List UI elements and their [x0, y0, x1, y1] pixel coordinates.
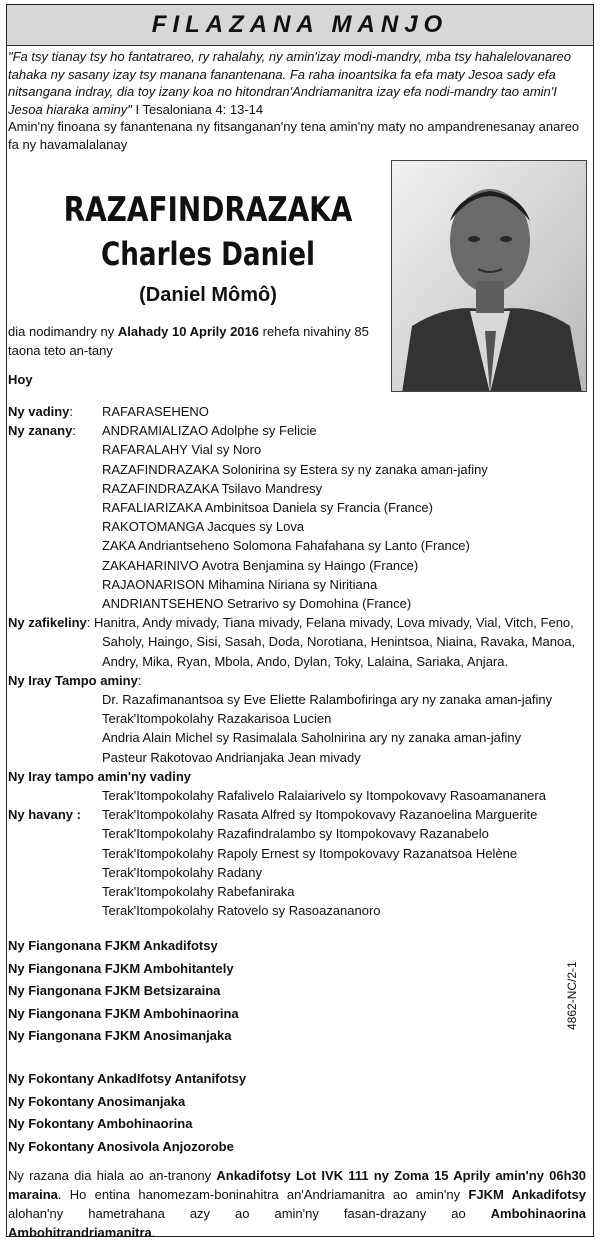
church-item: Ny Fiangonana FJKM Ambohitantely	[8, 960, 234, 976]
sibling-item: Dr. Razafimanantsoa sy Eve Eliette Ralambofiringa ary ny zanaka aman-jafiny	[102, 692, 553, 708]
child-item: RAZAFINDRAZAKA Tsilavo Mandresy	[102, 480, 323, 496]
children-label: Ny zanany	[8, 423, 73, 439]
death-prefix: dia nodimandry ny	[8, 324, 118, 339]
notice-banner: FILAZANA MANJO	[7, 5, 593, 46]
grandchildren-label: Ny zafikeliny	[8, 615, 87, 631]
child-item: RAJAONARISON Mihamina Niriana sy Niritiana	[102, 576, 378, 592]
portrait-photo	[391, 160, 587, 392]
footer-text: .	[151, 1225, 156, 1240]
relative-item: Terak'Itompokolahy Razafindralambo sy Itompokovavy Razanabelo	[102, 826, 489, 842]
child-item: RAFALIARIZAKA Ambinitsoa Daniela sy Francia (France)	[102, 500, 433, 516]
child-item: ZAKA Andriantseheno Solomona Fahafahana sy Lanto (France)	[102, 538, 470, 554]
church-item: Ny Fiangonana FJKM Betsizaraina	[8, 983, 221, 998]
spouse-label: Ny vadiny	[8, 404, 70, 419]
side-code: 4862-NC/2-1	[565, 961, 579, 1030]
child-item: ZAKAHARINIVO Avotra Benjamina sy Haingo (France)	[102, 557, 419, 573]
deceased-given-name: Charles Daniel	[100, 235, 316, 273]
footer-text: . Ho entina hanomezam-boninahitra an'Andriamanitra ao amin'ny	[57, 1187, 469, 1202]
spouse-sibling-item: Terak'Itompokolahy Rafalivelo Ralaiarivelo sy Itompokovavy Rasoamananera	[102, 788, 546, 804]
funeral-details	[8, 1166, 586, 1242]
sibling-item: Pasteur Rakotovao Andrianjaka Jean mivady	[102, 749, 361, 765]
name-block	[8, 188, 408, 308]
child-item: RAKOTOMANGA Jacques sy Lova	[102, 519, 305, 535]
relative-item: Terak'Itompokolahy Radany	[102, 864, 263, 880]
fokontany-item: Ny Fokontany Anosimanjaka	[8, 1093, 186, 1109]
relative-item: Terak'Itompokolahy Rasata Alfred sy Itompokovavy Razanoelina Marguerite	[102, 807, 538, 823]
deceased-surname: RAZAFINDRAZAKA	[63, 190, 353, 230]
fokontany-list	[8, 1068, 246, 1158]
church-list	[8, 935, 239, 1048]
relative-item: Terak'Itompokolahy Rabefaniraka	[102, 884, 295, 900]
footer-church: FJKM Ankadifotsy	[468, 1187, 586, 1202]
footer-text: Ny razana dia hiala ao an-tranony	[8, 1168, 217, 1183]
portrait-image	[392, 161, 587, 392]
fokontany-item: Ny Fokontany AnkadIfotsy Antanifotsy	[8, 1071, 247, 1086]
spouse-row: Ny vadiny: RAFARASEHENO	[8, 402, 588, 421]
spouse-name: RAFARASEHENO	[102, 404, 209, 419]
sibling-item: Andria Alain Michel sy Rasimalala Saholnirina ary ny zanaka aman-jafiny	[102, 730, 522, 746]
fokontany-item: Ny Fokontany Anosivola Anjozorobe	[8, 1138, 234, 1154]
death-date: Alahady 10 Aprily 2016	[117, 324, 259, 339]
death-suffix: rehefa nivahiny 85 taona teto an-tany	[8, 324, 369, 358]
church-item: Ny Fiangonana FJKM Ambohinaorina	[8, 1005, 239, 1021]
children-row: Ny zanany: ANDRAMIALIZAO Adolphe sy Felicie	[8, 421, 588, 440]
grandchildren-line: Saholy, Haingo, Sisi, Sasah, Doda, Norotiana, Henintsoa, Niaina, Ravaka, Manoa,	[102, 634, 576, 650]
relatives-label: Ny havany :	[8, 807, 81, 823]
relatives-list	[8, 402, 588, 920]
relatives-row	[8, 805, 588, 824]
grandchildren-row: Ny zafikeliny: Hanitra, Andy mivady, Tiana mivady, Felana mivady, Lova mivady, Vial, Vitch, Feno,	[8, 615, 574, 631]
intro-text: Amin'ny finoana sy fanantenana ny fitsanganan'ny tena amin'ny maty no ampandrenesanay anareo fa ny havamalalanay	[8, 119, 580, 152]
sibling-item: Terak'Itompokolahy Razakarisoa Lucien	[102, 711, 332, 727]
grandchildren-line: Hanitra, Andy mivady, Tiana mivady, Felana mivady, Lova mivady, Vial, Vitch, Feno,	[94, 615, 574, 631]
opening-text	[8, 48, 580, 153]
grandchildren-line: Andry, Mika, Ryan, Mbola, Ando, Dylan, Toky, Lalaina, Sariaka, Anjara.	[102, 653, 509, 669]
child-item: RAZAFINDRAZAKA Solonirina sy Estera sy ny zanaka aman-jafiny	[102, 461, 488, 477]
child-item: ANDRAMIALIZAO Adolphe sy Felicie	[102, 423, 317, 439]
child-item: ANDRIANTSEHENO Setrarivo sy Domohina (France)	[102, 596, 412, 612]
fokontany-item: Ny Fokontany Ambohinaorina	[8, 1116, 193, 1131]
siblings-label: Ny Iray Tampo aminy	[8, 672, 138, 688]
relative-item: Terak'Itompokolahy Rapoly Ernest sy Itompokovavy Razanatsoa Helène	[102, 845, 518, 861]
relative-item: Terak'Itompokolahy Ratovelo sy Rasoazananoro	[102, 903, 381, 919]
siblings-row: Ny Iray Tampo aminy:	[8, 672, 142, 688]
child-item: RAFARALAHY Vial sy Noro	[102, 442, 262, 458]
bible-quote: "Fa tsy tianay tsy ho fantatrareo, ry rahalahy, ny amin'izay modi-mandry, mba tsy hahalelovanareo tahaka ny sasany izay tsy manana fanantenana. Fa raha inoantsika fa efa maty Jesoa sady efa nitsangana indray, dia toy izany koa no hitondran'Andriamanitra izay efa nodi-mandry tao amin'I Jesoa hiaraka aminy"	[8, 49, 571, 117]
hoy-label: Hoy	[8, 372, 33, 387]
spouse-siblings-row	[8, 767, 588, 786]
footer-departure: Ankadifotsy Lot IVK 111 ny Zoma 15 Aprily amin'ny 06h30 maraina	[8, 1168, 587, 1202]
church-item: Ny Fiangonana FJKM Ankadifotsy	[8, 938, 218, 953]
death-statement	[8, 322, 388, 360]
deceased-nickname: (Daniel Mômô)	[139, 284, 277, 306]
footer-text: alohan'ny hametrahana azy ao amin'ny fasan-drazany ao	[8, 1206, 491, 1221]
bible-reference: I Tesaloniana 4: 13-14	[131, 101, 264, 117]
spouse-siblings-label: Ny Iray tampo amin'ny vadiny	[8, 768, 191, 784]
church-item: Ny Fiangonana FJKM Anosimanjaka	[8, 1028, 232, 1043]
footer-burial-place: Ambohinaorina Ambohitrandriamanitra	[8, 1206, 586, 1240]
